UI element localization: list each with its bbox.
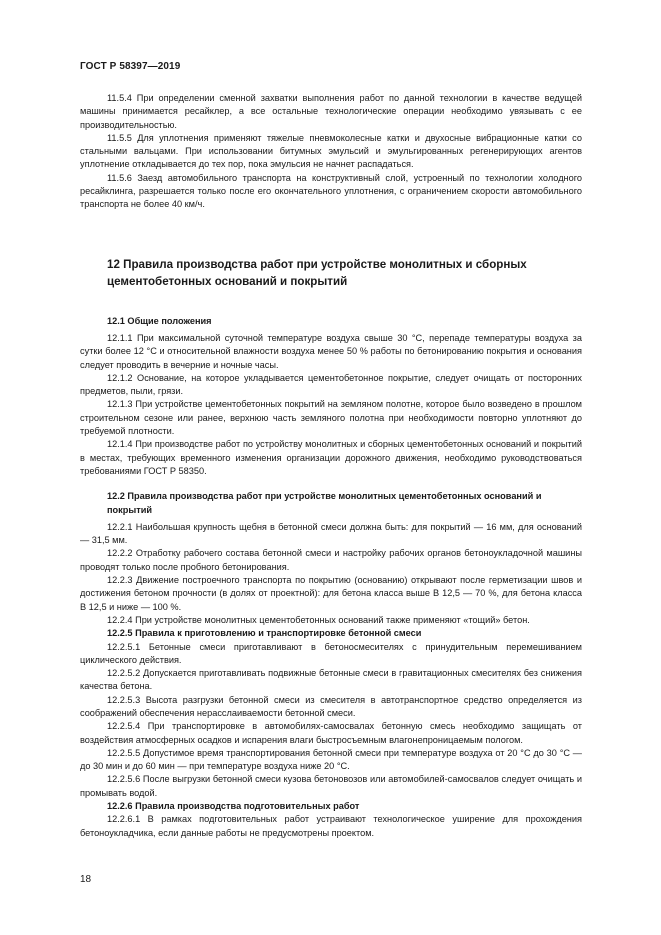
paragraph-12-2-5-1: 12.2.5.1 Бетонные смеси приготавливают в бетоносмесителях с принудительным перемешиванием циклического действия. (80, 641, 582, 665)
paragraph-12-2-1: 12.2.1 Наибольшая крупность щебня в бетонной смеси должна быть: для покрытий — 16 мм, для оснований — 31,5 мм. (80, 521, 582, 546)
subsection-heading-12-1: 12.1 Общие положения (107, 315, 212, 326)
paragraph-12-1-3: 12.1.3 При устройстве цементобетонных покрытий на земляном полотне, которое было возведено в прошлом строительном сезоне или ранее, верхнюю часть земляного полотна при необходимости повторно уплотняют до требуемой плотности. (80, 399, 582, 437)
paragraph-12-2-5-5: 12.2.5.5 Допустимое время транспортирования бетонной смеси при температуре воздуха от 20 °С до 30 °С — до 30 мин и до 60 мин — при температуре воздуха ниже 20 °С. (80, 747, 582, 772)
page-number: 18 (80, 874, 92, 885)
subsection-heading-12-2: 12.2 Правила производства работ при устройстве монолитных цементобетонных оснований и покрытий (107, 491, 542, 515)
paragraph-12-1-4: 12.1.4 При производстве работ по устройству монолитных и сборных цементобетонных оснований и покрытий в местах, требующих временного изменения организации дорожного движения, необходимо руководствоваться требованиями ГОСТ Р 58350. (80, 439, 582, 476)
document-header: ГОСТ Р 58397—2019 (80, 61, 181, 72)
paragraph-12-2-3: 12.2.3 Движение построечного транспорта по покрытию (основанию) открывают после герметизации швов и достижения бетоном прочности (в долях от проектной): для бетона класса выше В 12,5 — 70 %, для бетона класса В 12,5 и ниже — 100 %. (80, 575, 582, 612)
paragraph-12-2-5-2: 12.2.5.2 Допускается приготавливать подвижные бетонные смеси в гравитационных смесителях без снижения качества бетона. (80, 668, 582, 692)
paragraph-11-5-6: 11.5.6 Заезд автомобильного транспорта на конструктивный слой, устроенный по технологии холодного ресайклинга, разрешается только после его окончательного уплотнения, с ограничением скорости автомобильного транспорта не более 40 км/ч. (80, 172, 582, 210)
paragraph-12-2-5-6: 12.2.5.6 После выгрузки бетонной смеси кузова бетоновозов или автомобилей-самосвалов следует очищать и промывать водой. (80, 774, 582, 798)
paragraph-12-1-1: 12.1.1 При максимальной суточной температуре воздуха свыше 30 °С, перепаде температуры воздуха за сутки более 12 °С и относительной влажности воздуха менее 50 % работы по бетонированию покрытия и основания следует проводить в вечерние и ночные часы. (80, 332, 582, 370)
paragraph-11-5-5: 11.5.5 Для уплотнения применяют тяжелые пневмоколесные катки и двухосные вибрационные катки со стальными вальцами. При использовании битумных эмульсий и эмульгированных регенерирующих агентов уплотнение откладывается до тех пор, пока эмульсия не начнет распадаться. (80, 132, 582, 170)
paragraph-12-2-5-3: 12.2.5.3 Высота разгрузки бетонной смеси из смесителя в автотранспортное средство определяется из соображений обеспечения нерасслаиваемости бетонной смеси. (80, 694, 582, 718)
document-body (80, 92, 582, 840)
paragraph-12-2-4: 12.2.4 При устройстве монолитных цементобетонных оснований также применяют «тощий» бетон. (107, 614, 530, 625)
subsection-heading-12-2-5: 12.2.5 Правила к приготовлению и транспортировке бетонной смеси (107, 628, 422, 639)
subsection-heading-12-2-6: 12.2.6 Правила производства подготовительных работ (107, 801, 360, 812)
paragraph-12-2-2: 12.2.2 Отработку рабочего состава бетонной смеси и настройку рабочих органов бетоноукладочной машины проводят только после пробного бетонирования. (80, 548, 582, 572)
paragraph-11-5-4: 11.5.4 При определении сменной захватки выполнения работ по данной технологии в качестве ведущей машины принимается ресайклер, а все остальные технологические операции необходимо увязывать с ее производительностью. (80, 93, 582, 130)
paragraph-12-1-2: 12.1.2 Основание, на которое укладывается цементобетонное покрытие, следует очищать от посторонних предметов, пыли, грязи. (80, 372, 582, 397)
paragraph-12-2-5-4: 12.2.5.4 При транспортировке в автомобилях-самосвалах бетонную смесь необходимо защищать от воздействия атмосферных осадков и испарения влаги быстросъемным влагонепроницаемым пологом. (80, 721, 582, 745)
paragraph-12-2-6-1: 12.2.6.1 В рамках подготовительных работ устраивают технологическое уширение для прохождения бетоноукладчика, если данные работы не предусмотрены проектом. (80, 814, 582, 838)
section-heading-12: 12 Правила производства работ при устройстве монолитных и сборных цементобетонных оснований и покрытий (107, 257, 527, 289)
